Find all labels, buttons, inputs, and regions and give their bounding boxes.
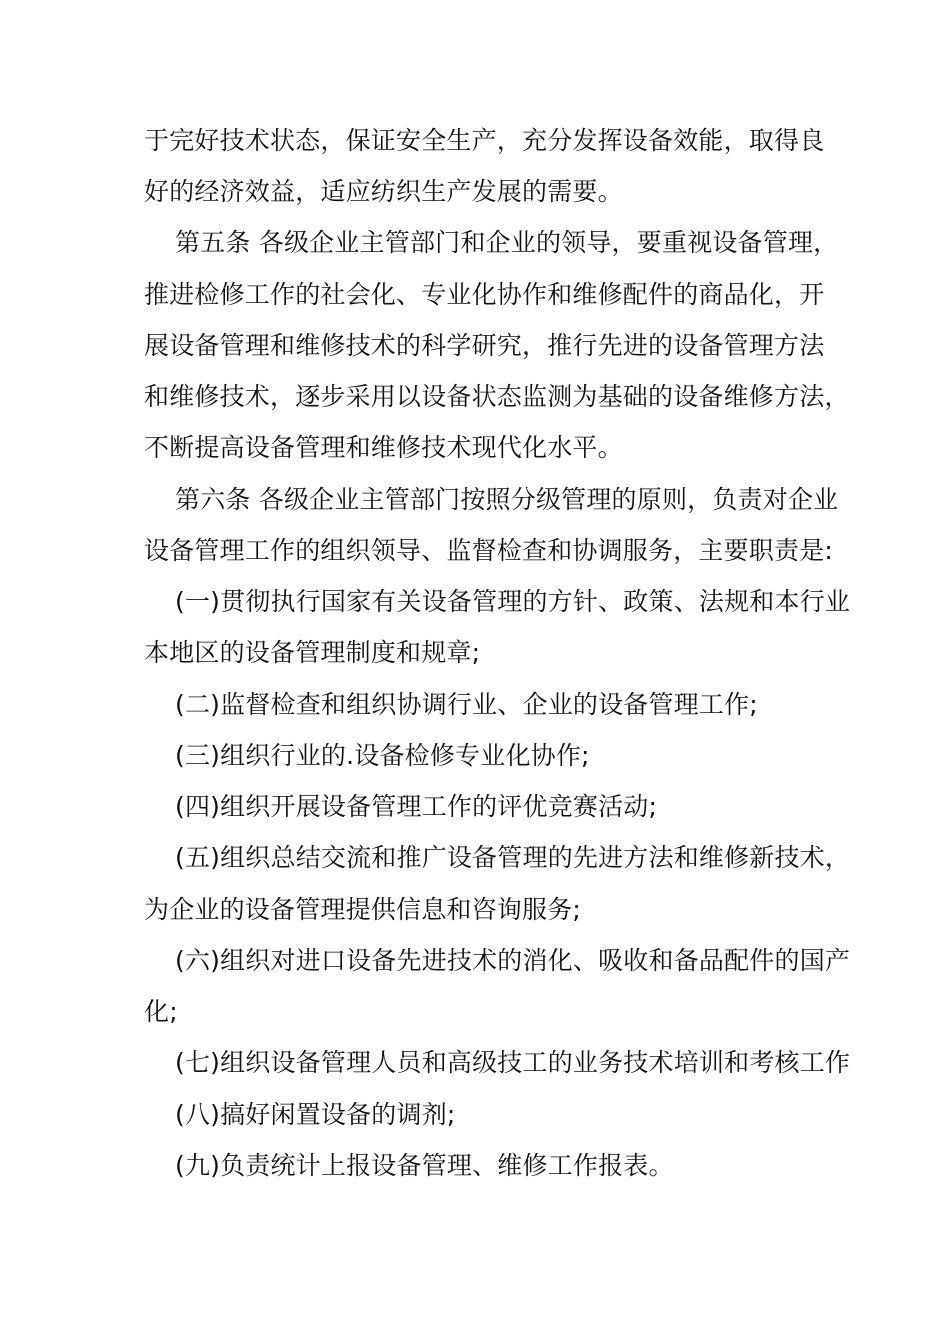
list-item-6: (六)组织对进口设备先进技术的消化、吸收和备品配件的国产	[175, 946, 851, 975]
text-line: 展设备管理和维修技术的科学研究，推行先进的设备管理方法	[144, 331, 825, 360]
list-item-8: (八)搞好闲置设备的调剂;	[175, 1100, 456, 1129]
list-item-7: (七)组织设备管理人员和高级技工的业务技术培训和考核工作	[175, 1048, 851, 1077]
text-line: 为企业的设备管理提供信息和咨询服务;	[144, 895, 582, 924]
list-item-9: (九)负责统计上报设备管理、维修工作报表。	[175, 1151, 674, 1180]
list-item-5: (五)组织总结交流和推广设备管理的先进方法和维修新技术，	[175, 843, 851, 872]
text-line: 于完好技术状态，保证安全生产，充分发挥设备效能，取得良	[144, 126, 825, 155]
list-item-4: (四)组织开展设备管理工作的评优竞赛活动;	[175, 792, 658, 821]
text-line: 和维修技术，逐步采用以设备状态监测为基础的设备维修方法，	[144, 382, 850, 411]
text-line: 推进检修工作的社会化、专业化协作和维修配件的商品化，开	[144, 280, 825, 309]
list-item-3: (三)组织行业的.设备检修专业化协作;	[175, 741, 590, 770]
paragraph-article-6: 第六条 各级企业主管部门按照分级管理的原则，负责对企业	[175, 485, 839, 514]
paragraph-article-5: 第五条 各级企业主管部门和企业的领导，要重视设备管理，	[175, 228, 839, 257]
list-item-2: (二)监督检查和组织协调行业、企业的设备管理工作;	[175, 690, 758, 719]
text-line: 不断提高设备管理和维修技术现代化水平。	[144, 433, 623, 462]
text-line: 设备管理工作的组织领导、监督检查和协调服务，主要职责是:	[144, 536, 834, 565]
text-line: 本地区的设备管理制度和规章;	[144, 638, 481, 667]
text-line: 好的经济效益，适应纺织生产发展的需要。	[144, 177, 623, 206]
text-line: 化;	[144, 997, 178, 1026]
list-item-1: (一)贯彻执行国家有关设备管理的方针、政策、法规和本行业	[175, 587, 851, 616]
